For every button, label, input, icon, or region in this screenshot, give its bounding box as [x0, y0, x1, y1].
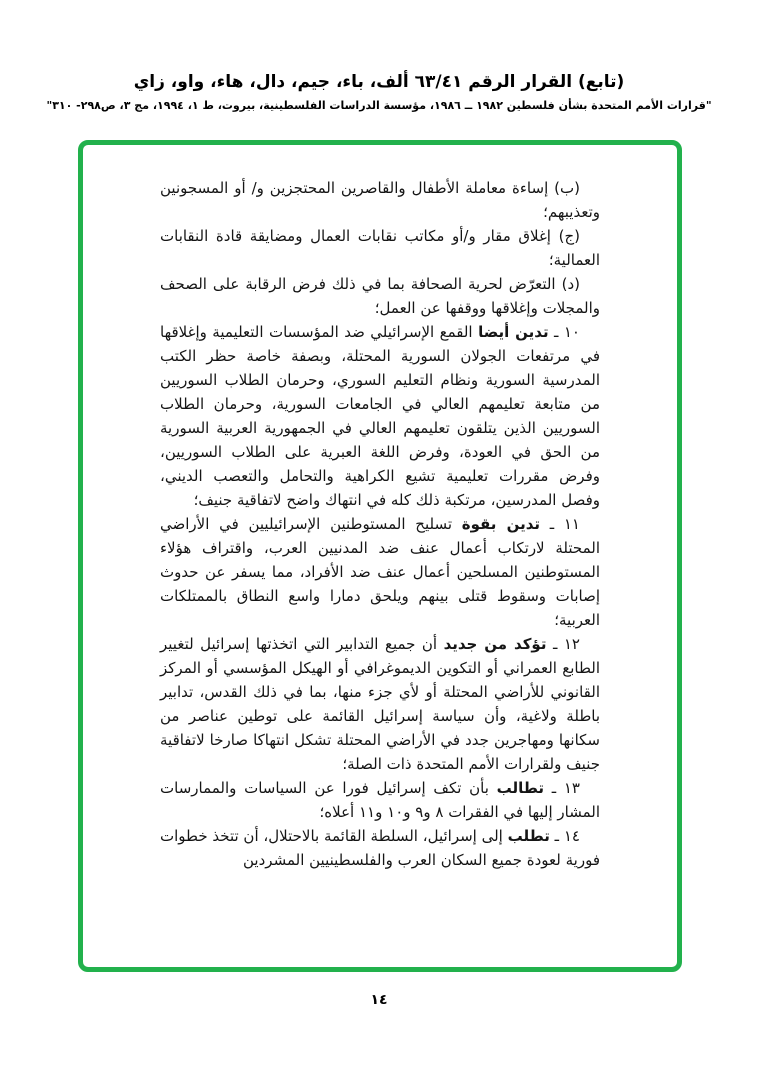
resolution-paragraph [160, 320, 600, 512]
resolution-title: (تابع) القرار الرقم ٦٣/٤١ ألف، باء، جيم، دال، هاء، واو، زاي [133, 72, 625, 92]
paragraph-text: تسليح المستوطنين الإسرائيليين في الأراضي المحتلة لارتكاب أعمال عنف ضد المدنيين العرب، واقتراف هؤلاء المستوطنين المسلحين أعمال عنف ضد الأفراد، مما يسفر عن حدوث إصابات وسقوط قتلى بينهم ويلحق دمارا واسع النطاق بالممتلكات العربية؛ [160, 515, 600, 629]
paragraph-number: (ج) [558, 227, 580, 245]
paragraph-text: إلى إسرائيل، السلطة القائمة بالاحتلال، أن تتخذ خطوات فورية لعودة جميع السكان العرب والفلسطينيين المشردين [160, 827, 600, 869]
paragraph-number: ١٤ ـ [554, 827, 580, 845]
paragraph-text: إغلاق مقار و/أو مكاتب نقابات العمال ومضايقة قادة النقابات العمالية؛ [160, 227, 600, 269]
paragraph-operative-word: تؤكد من جديد [443, 635, 547, 653]
page-number: ١٤ [370, 992, 388, 1008]
paragraph-number: (ب) [554, 179, 580, 197]
resolution-paragraph [160, 176, 600, 224]
paragraph-text: إساءة معاملة الأطفال والقاصرين المحتجزين و/ أو المسجونين وتعذيبهم؛ [160, 179, 600, 221]
resolution-paragraph [160, 512, 600, 632]
document-body [160, 176, 600, 872]
paragraph-number: ١٢ ـ [552, 635, 580, 653]
paragraph-operative-word: تدين بقوة [461, 515, 541, 533]
paragraph-number: ١١ ـ [549, 515, 580, 533]
paragraph-text: القمع الإسرائيلي ضد المؤسسات التعليمية وإغلاقها في مرتفعات الجولان السورية المحتلة، وبصفة خاصة حظر الكتب المدرسية السورية ونظام التعليم السوري، وحرمان الطلاب السوريين من متابعة تعليمهم العالي في الجامعات السورية، وحرمان الطلاب السوريين الذين يتلقون تعليمهم العالي في الجمهورية العربية السورية من الحق في العودة، وفرض اللغة العبرية على الطلاب السوريين، وفرض مقررات تعليمية تشيع الكراهية والتحامل والتعصب الديني، وفصل المدرسين، مرتكبة ذلك كله في انتهاك واضح لاتفاقية جنيف؛ [160, 323, 600, 509]
resolution-paragraph [160, 776, 600, 824]
resolution-paragraph [160, 224, 600, 272]
document-header [0, 72, 758, 112]
paragraph-operative-word: تطالب [496, 779, 545, 797]
green-highlight-frame [78, 140, 682, 972]
paragraph-operative-word: تطلب [507, 827, 550, 845]
resolution-paragraph [160, 632, 600, 776]
paragraph-text: التعرّض لحرية الصحافة بما في ذلك فرض الرقابة على الصحف والمجلات وإغلاقها ووقفها عن العمل؛ [160, 275, 600, 317]
paragraph-text: بأن تكف إسرائيل فورا عن السياسات والممارسات المشار إليها في الفقرات ٨ و٩ و١٠ و١١ أعلاه؛ [160, 779, 600, 821]
resolution-paragraph [160, 824, 600, 872]
paragraph-number: (د) [561, 275, 580, 293]
resolution-paragraph [160, 272, 600, 320]
paragraph-number: ١٠ ـ [554, 323, 580, 341]
paragraph-text: أن جميع التدابير التي اتخذتها إسرائيل لتغيير الطابع العمراني أو التكوين الديموغرافي أو الهيكل المؤسسي أو المركز القانوني للأراضي المحتلة أو لأي جزء منها، بما في ذلك القدس، تدابير باطلة ولاغية، وأن سياسة إسرائيل القائمة على توطين عناصر من سكانها ومهاجرين جدد في الأراضي المحتلة تشكل انتهاكا صارخا لاتفاقية جنيف ولقرارات الأمم المتحدة ذات الصلة؛ [160, 635, 600, 773]
paragraph-number: ١٣ ـ [551, 779, 580, 797]
paragraph-operative-word: تدين أيضا [478, 323, 549, 341]
source-citation: "قرارات الأمم المتحدة بشأن فلسطين ١٩٨٢ ــ ١٩٨٦، مؤسسة الدراسات الفلسطينية، بيروت، ط ١، ١٩٩٤، مج ٣، ص٢٩٨- ٣١٠" [46, 99, 712, 112]
